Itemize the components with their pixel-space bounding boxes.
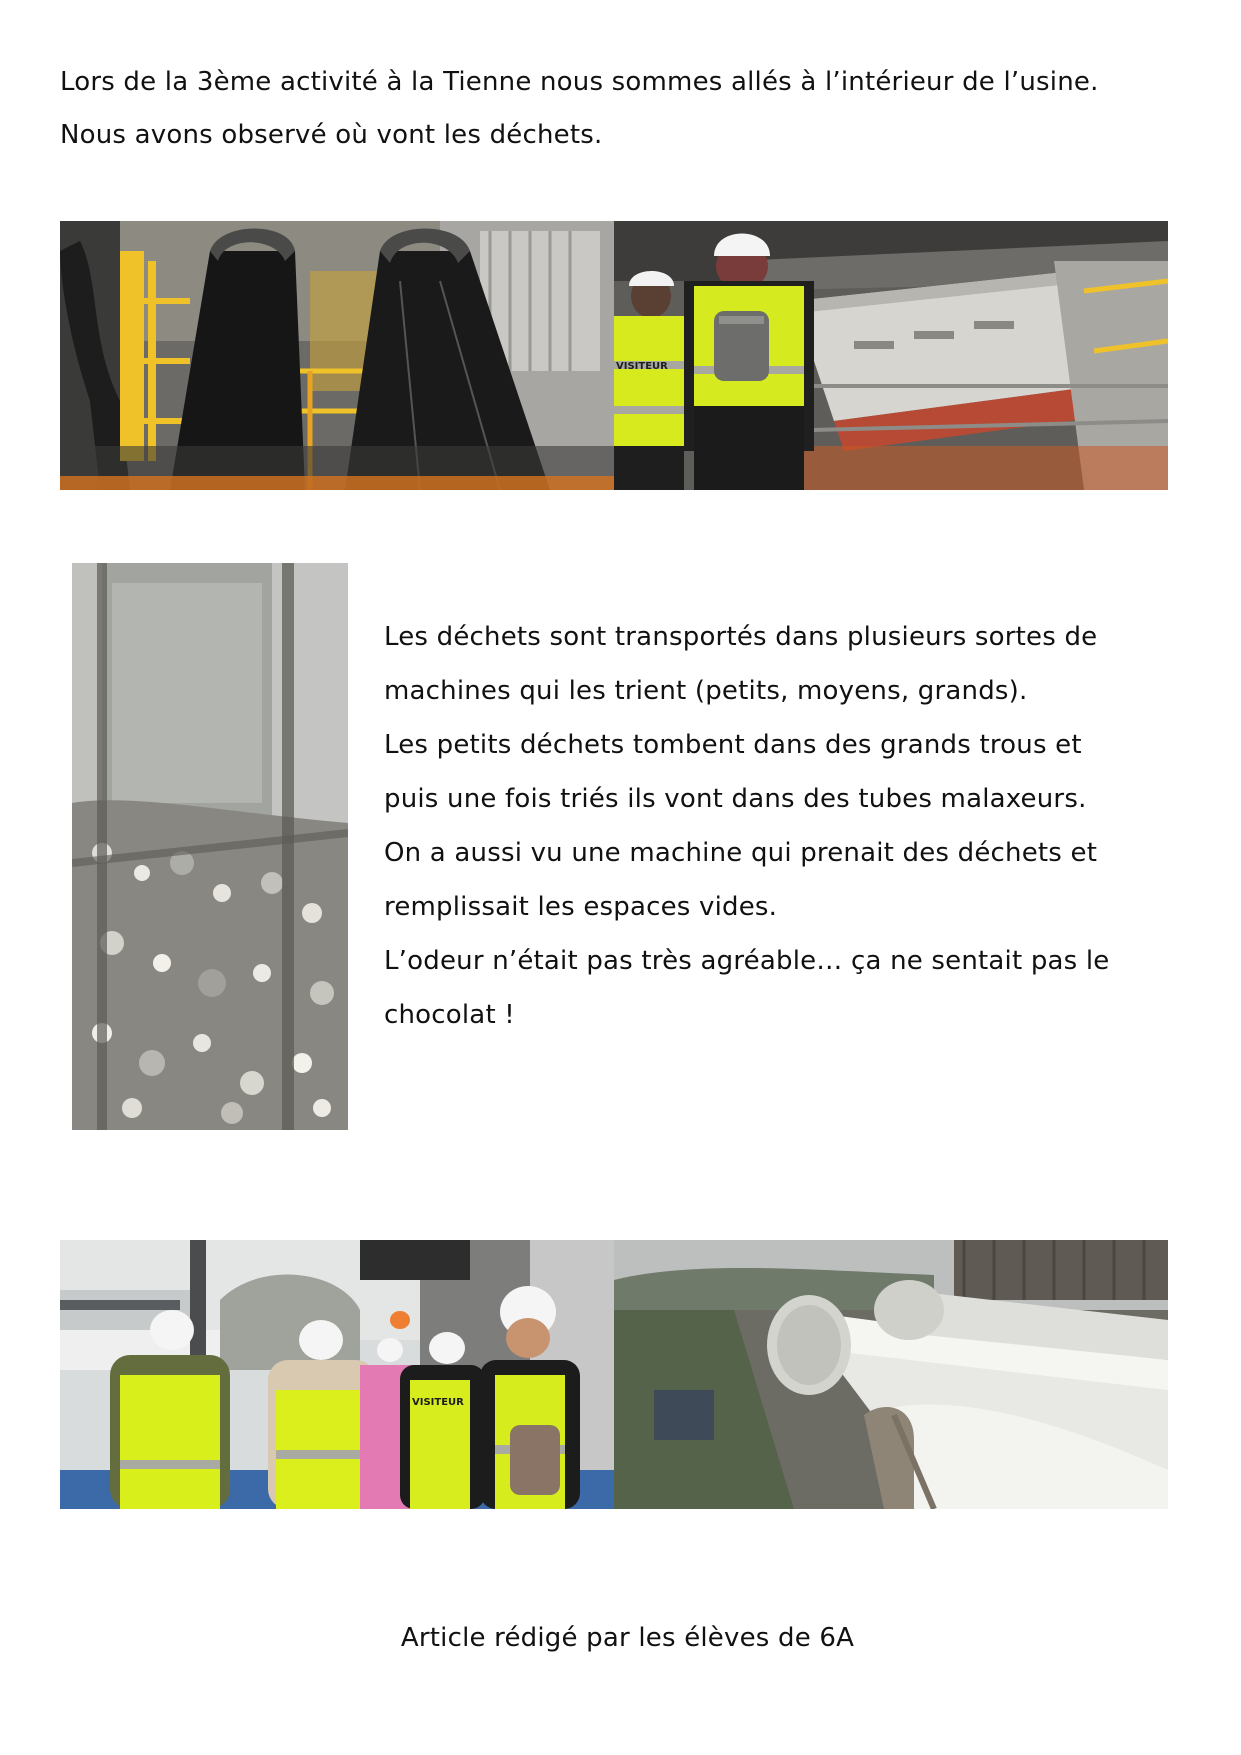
photo-white-pipes — [614, 1240, 1168, 1509]
intro-paragraph — [60, 56, 1180, 162]
intro-line-2: Nous avons observé où vont les déchets. — [60, 120, 603, 150]
article-credit: Article rédigé par les élèves de 6A — [400, 1623, 855, 1653]
body-line-2: machines qui les trient (petits, moyens, grands). — [384, 676, 1028, 706]
vest-visitor-text: VISITEUR — [616, 361, 668, 372]
body-line-7: L’odeur n’était pas très agréable… ça ne sentait pas le — [384, 946, 1110, 976]
photo-waste-pit — [72, 563, 348, 1130]
body-line-3: Les petits déchets tombent dans des grands trous et — [384, 730, 1082, 760]
body-line-1: Les déchets sont transportés dans plusieurs sortes de — [384, 622, 1098, 652]
photo-conveyor-chutes — [60, 221, 614, 490]
body-line-4: puis une fois triés ils vont dans des tubes malaxeurs. — [384, 784, 1087, 814]
body-line-5: On a aussi vu une machine qui prenait des déchets et — [384, 838, 1098, 868]
intro-line-1: Lors de la 3ème activité à la Tienne nous sommes allés à l’intérieur de l’usine. — [60, 67, 1099, 97]
body-line-6: remplissait les espaces vides. — [384, 892, 778, 922]
body-paragraph — [384, 610, 1184, 1042]
body-line-8: chocolat ! — [384, 1000, 515, 1030]
photo-visitor-group — [60, 1240, 614, 1509]
vest-visitor-text-2: VISITEUR — [412, 1397, 464, 1408]
photo-visitors-overlook — [614, 221, 1168, 490]
